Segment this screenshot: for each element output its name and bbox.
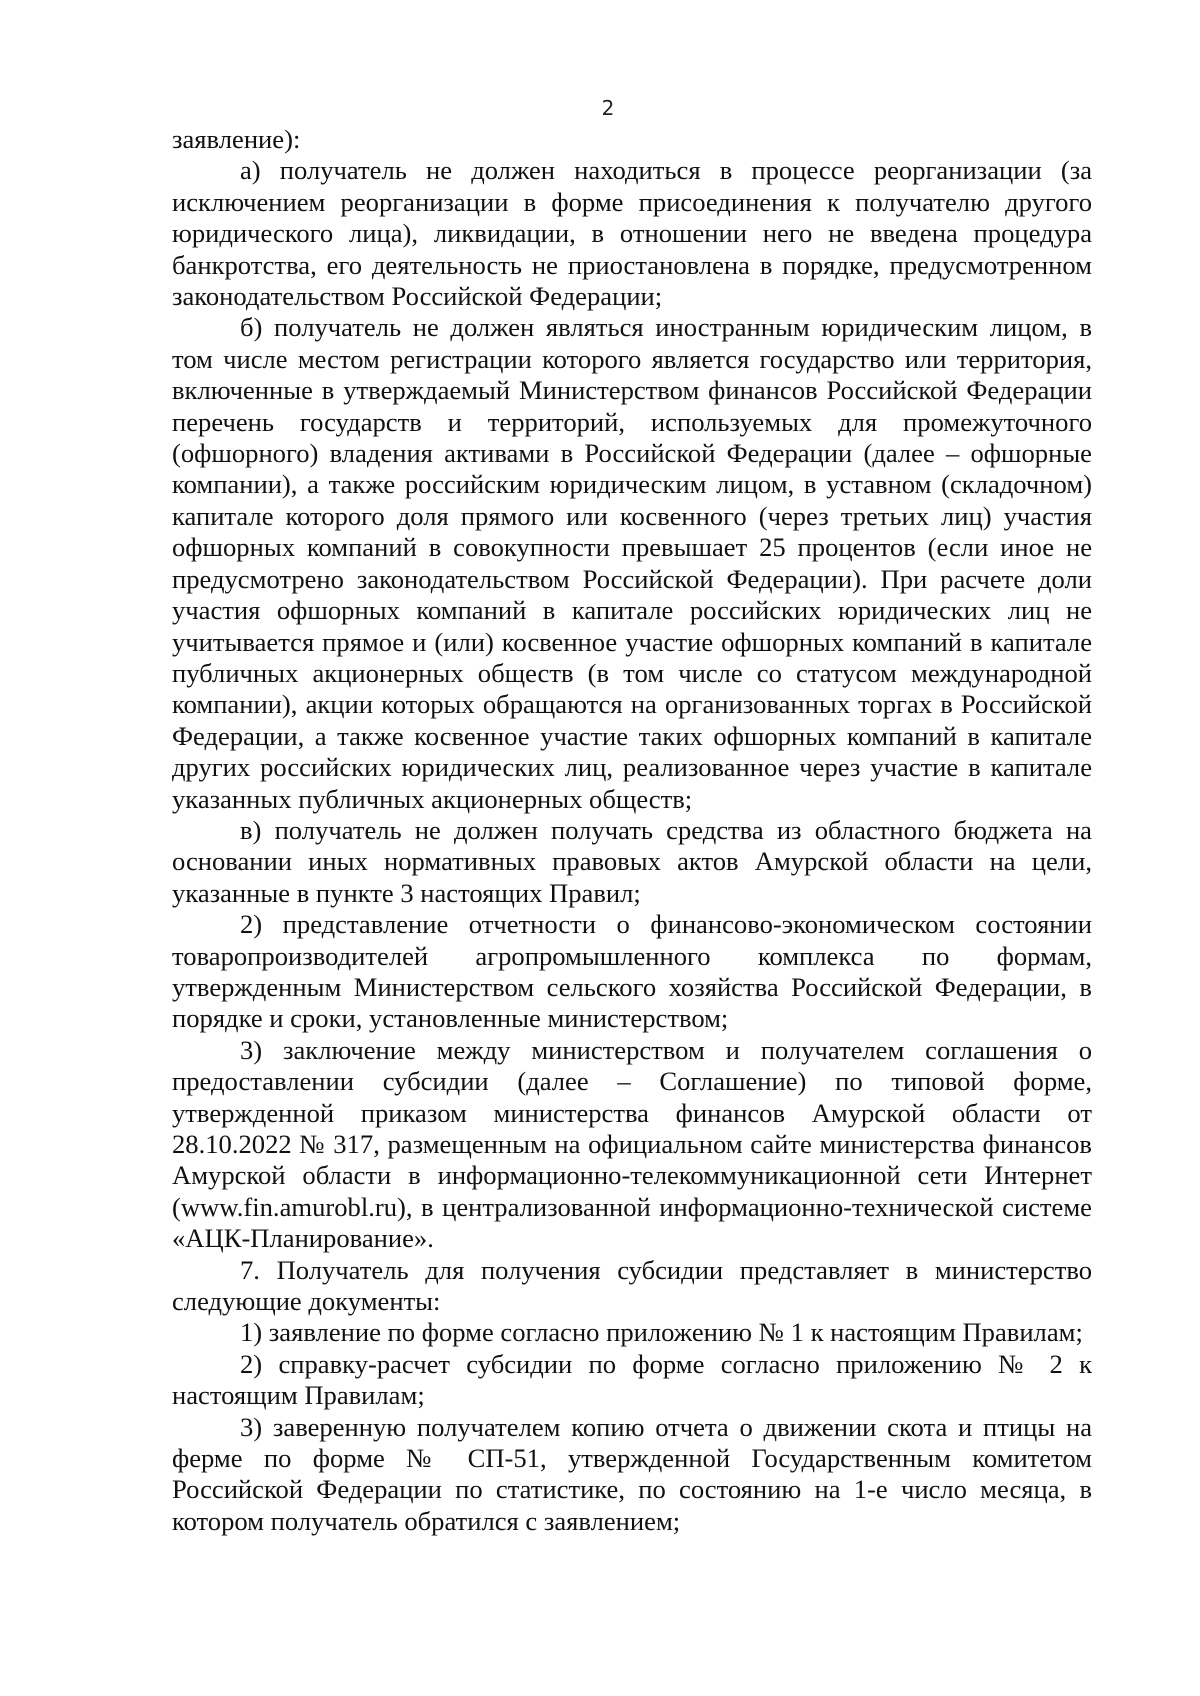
page-number: 2 <box>601 96 615 120</box>
document-body <box>172 124 1092 1537</box>
paragraph-item-b: б) получатель не должен являться иностранным юридическим лицом, в том числе местом регистрации которого является государство или территория, включенные в утверждаемый Министерством финансов Российской Федерации перечень государств и территорий, используемых для промежуточного (офшорного) владения активами в Российской Федерации (далее – офшорные компании), а также российским юридическим лицом, в уставном (складочном) капитале которого доля прямого или косвенного (через третьих лиц) участия офшорных компаний в совокупности превышает 25 процентов (если иное не предусмотрено законодательством Российской Федерации). При расчете доли участия офшорных компаний в капитале российских юридических лиц не учитывается прямое и (или) косвенное участие офшорных компаний в капитале публичных акционерных обществ (в том числе со статусом международной компании), акции которых обращаются на организованных торгах в Российской Федерации, а также косвенное участие таких офшорных компаний в капитале других российских юридических лиц, реализованное через участие в капитале указанных публичных акционерных обществ; <box>172 312 1092 814</box>
paragraph-continuation: заявление): <box>172 124 301 154</box>
paragraph-doc-3: 3) заверенную получателем копию отчета о движении скота и птицы на ферме по форме № СП-51, утвержденной Государственным комитетом Российской Федерации по статистике, по состоянию на 1-е число месяца, в котором получатель обратился с заявлением; <box>172 1411 1092 1536</box>
paragraph-doc-2: 2) справку-расчет субсидии по форме согласно приложению № 2 к настоящим Правилам; <box>172 1348 1092 1411</box>
paragraph-item-2-reporting: 2) представление отчетности о финансово-экономическом состоянии товаропроизводителей агропромышленного комплекса по формам, утвержденным Министерством сельского хозяйства Российской Федерации, в порядке и сроки, установленные министерством; <box>172 909 1092 1034</box>
paragraph-item-a: а) получатель не должен находиться в процессе реорганизации (за исключением реорганизации в форме присоединения к получателю другого юридического лица), ликвидации, в отношении него не введена процедура банкротства, его деятельность не приостановлена в порядке, предусмотренном законодательством Российской Федерации; <box>172 155 1092 312</box>
paragraph-section-7: 7. Получатель для получения субсидии представляет в министерство следующие документы: <box>172 1254 1092 1317</box>
paragraph-item-3-agreement: 3) заключение между министерством и получателем соглашения о предоставлении субсидии (далее – Соглашение) по типовой форме, утвержденной приказом министерства финансов Амурской области от 28.10.2022 № 317, размещенным на официальном сайте министерства финансов Амурской области в информационно-телекоммуникационной сети Интернет (www.fin.amurobl.ru), в централизованной информационно-технической системе «АЦК-Планирование». <box>172 1034 1092 1254</box>
paragraph-doc-1: 1) заявление по форме согласно приложению № 1 к настоящим Правилам; <box>240 1317 1083 1348</box>
paragraph-item-v: в) получатель не должен получать средства из областного бюджета на основании иных нормативных правовых актов Амурской области на цели, указанные в пункте 3 настоящих Правил; <box>172 814 1092 908</box>
